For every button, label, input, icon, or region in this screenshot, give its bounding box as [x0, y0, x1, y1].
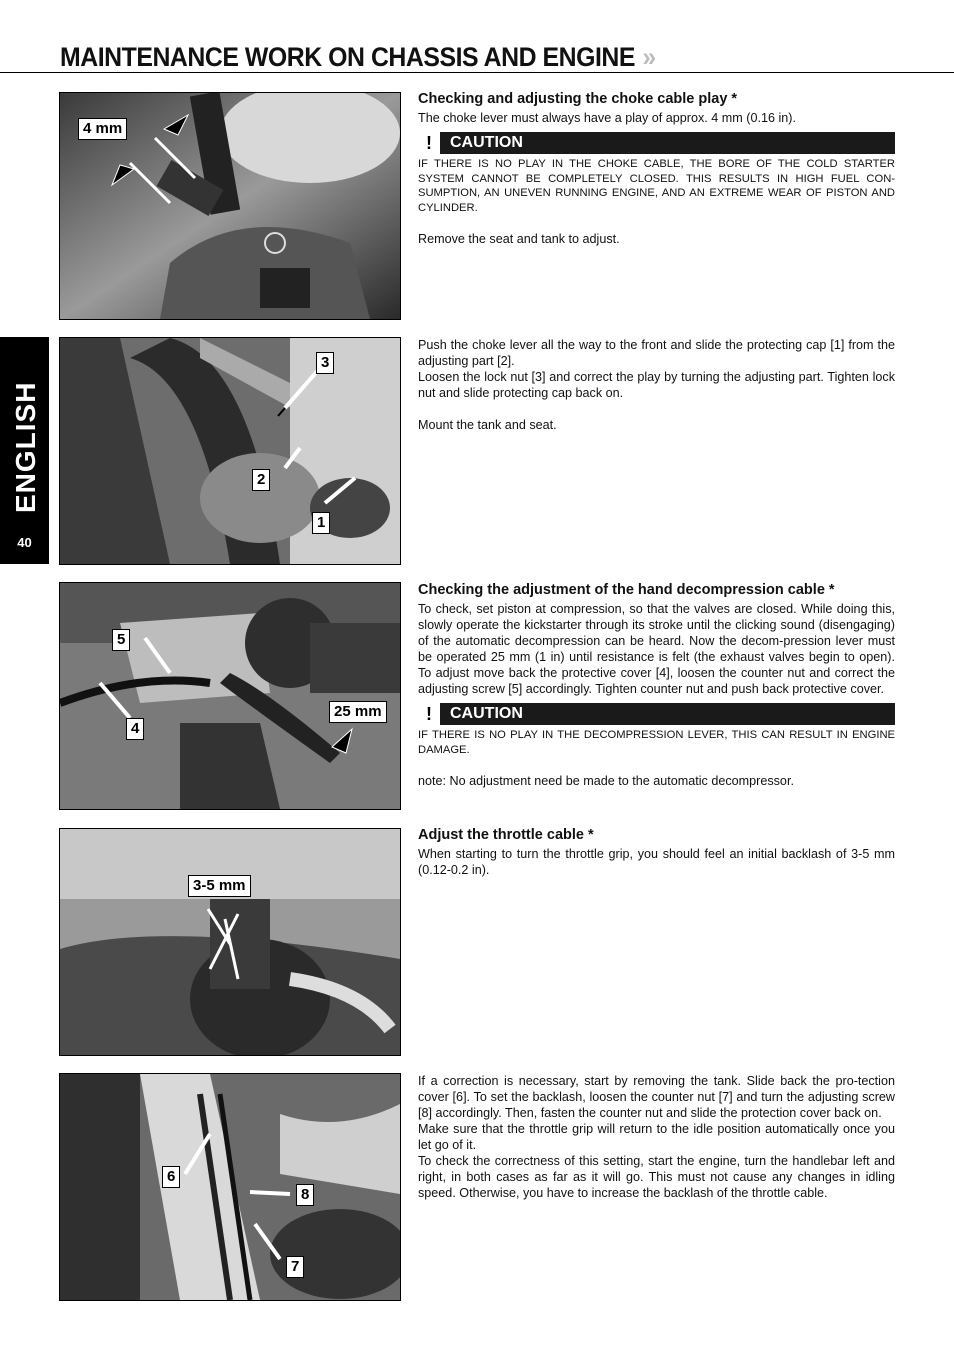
label-2: 2	[252, 469, 270, 491]
label-8: 8	[296, 1184, 314, 1206]
decompression-note: note: No adjustment need be made to the automatic decompressor.	[418, 774, 794, 788]
caution-text: IF THERE IS NO PLAY IN THE CHOKE CABLE, THE BORE OF THE COLD STARTER SYSTEM CANNOT BE COMPLETELY CLOSED. THIS RESULTS IN HIGH FUEL CON-SUMPTION, AN UNEVEN RUNNING ENGINE, AND AN EXTREME WEAR OF PISTON AND CYLINDER.	[418, 158, 895, 214]
label-3: 3	[316, 352, 334, 374]
page-number: 40	[17, 535, 32, 550]
caution-label: CAUTION	[450, 134, 523, 151]
photo-choke-adjuster	[59, 337, 401, 565]
photo-throttle-cable	[59, 1073, 401, 1301]
caution-bar	[418, 703, 895, 725]
choke-adjust-p1: Push the choke lever all the way to the front and slide the protecting cap [1] from the adjusting part [2].	[418, 338, 895, 368]
page-title-text: MAINTENANCE WORK ON CHASSIS AND ENGINE	[60, 42, 636, 72]
label-6: 6	[162, 1166, 180, 1188]
heading-decompression: Checking the adjustment of the hand decompression cable *	[418, 582, 835, 598]
section-decompression	[418, 581, 895, 789]
language-label: ENGLISH	[10, 381, 41, 513]
warning-icon: !	[418, 132, 440, 154]
photo-choke-lever	[59, 92, 401, 320]
choke-adjust-p2: Loosen the lock nut [3] and correct the play by turning the adjusting part. Tighten lock nut and slide protecting cap back on.	[418, 370, 895, 400]
label-3-5mm: 3-5 mm	[188, 875, 251, 897]
label-5: 5	[112, 629, 130, 651]
label-4: 4	[126, 718, 144, 740]
choke-adjust-p3: Mount the tank and seat.	[418, 418, 557, 432]
heading-throttle: Adjust the throttle cable *	[418, 827, 594, 843]
throttle-correction-p1: If a correction is necessary, start by removing the tank. Slide back the pro-tection cover [6]. To set the backlash, loosen the counter nut [7] and turn the adjusting screw [8] accordingly. Then, fasten the counter nut and slide the protection cover back on.	[418, 1074, 895, 1120]
throttle-correction-p2: Make sure that the throttle grip will return to the idle position automatically once you let go of it.	[418, 1122, 895, 1152]
choke-after: Remove the seat and tank to adjust.	[418, 232, 620, 246]
caution-text: IF THERE IS NO PLAY IN THE DECOMPRESSION LEVER, THIS CAN RESULT IN ENGINE DAMAGE.	[418, 729, 895, 756]
label-7: 7	[286, 1256, 304, 1278]
decompression-body: To check, set piston at compression, so that the valves are closed. While doing this, slowly operate the kickstarter through its stroke until the clicking sound (disengaging) of the automatic decompression can be heard. Now the decom-pression lever must be operated 25 mm (1 in) until resistance is felt (the exhaust valves begin to open). To adjust move back the protective cover [4], loosen the counter nut and correct the adjusting screw [5] accordingly. Tighten counter nut and push back protective cover.	[418, 602, 895, 696]
section-choke-adjust	[418, 337, 895, 433]
section-choke-cable	[418, 90, 895, 247]
choke-intro: The choke lever must always have a play of approx. 4 mm (0.16 in).	[418, 111, 796, 125]
section-throttle	[418, 826, 895, 878]
header-divider	[0, 72, 954, 73]
label-4mm: 4 mm	[78, 118, 127, 140]
language-tab	[0, 337, 49, 564]
label-1: 1	[312, 512, 330, 534]
throttle-correction-p3: To check the correctness of this setting, start the engine, turn the handlebar left and right, in both cases as far as it will go. This must not cause any changes in idling speed. Otherwise, you have to increase the backlash of the throttle cable.	[418, 1154, 895, 1200]
caution-bar	[418, 132, 895, 154]
chevron-icon: »	[642, 42, 656, 72]
photo-decompression-lever	[59, 582, 401, 810]
warning-icon: !	[418, 703, 440, 725]
caution-label: CAUTION	[450, 705, 523, 722]
heading-choke-cable: Checking and adjusting the choke cable play *	[418, 91, 738, 107]
section-throttle-correction	[418, 1073, 895, 1201]
label-25mm: 25 mm	[329, 701, 387, 723]
page-title	[60, 42, 656, 73]
throttle-body: When starting to turn the throttle grip, you should feel an initial backlash of 3-5 mm (0.12-0.2 in).	[418, 847, 895, 877]
photo-throttle-grip	[59, 828, 401, 1056]
